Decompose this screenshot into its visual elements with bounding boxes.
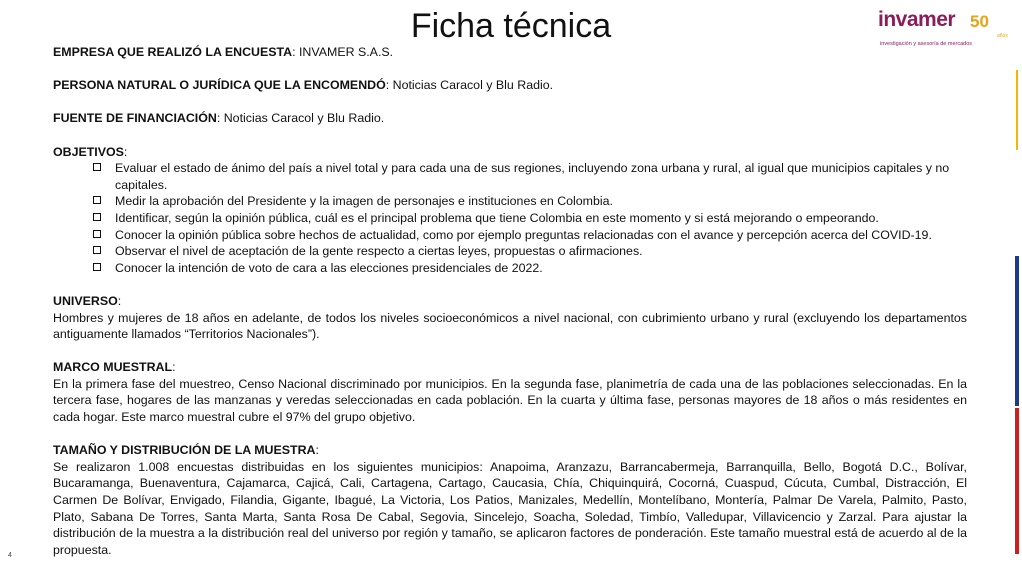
universo-text: Hombres y mujeres de 18 años en adelante, de todos los niveles socioeconómicos a nivel nacional, con cubrimiento urbano y rural (excluyendo los departamentos antiguamente llamados “Territorios Nacionales”). [53, 310, 967, 342]
list-item [115, 160, 967, 193]
checkbox-bullet-icon [93, 246, 101, 254]
persona-section [53, 77, 967, 94]
checkbox-bullet-icon [93, 263, 101, 271]
universo-section [53, 293, 967, 343]
marco-text: En la primera fase del muestreo, Censo Nacional discriminado por municipios. En la segunda fase, planimetría de cada una de las poblaciones seleccionadas. En la tercera fase, hogares de las manzanas y veredas seleccionadas en cada población. En la cuarta y última fase, personas mayores de 18 años o más residentes en cada hogar. Este marco muestral cubre el 97% del grupo objetivo. [53, 376, 967, 425]
side-bar-gold [1016, 70, 1018, 150]
checkbox-bullet-icon [93, 213, 101, 221]
checkbox-bullet-icon [93, 230, 101, 238]
logo-anos: años [997, 33, 1008, 39]
objetivos-section [53, 144, 967, 277]
universo-label: UNIVERSO [53, 293, 118, 308]
list-item [115, 193, 967, 210]
objetivo-text: Conocer la intención de voto de cara a las elecciones presidenciales de 2022. [115, 260, 543, 275]
side-bar-navy [1015, 256, 1019, 406]
empresa-label: EMPRESA QUE REALIZÓ LA ENCUESTA [53, 45, 293, 59]
page-number: 4 [8, 552, 12, 559]
tamano-colon: : [315, 443, 319, 458]
objetivos-label: OBJETIVOS [53, 144, 124, 159]
objetivo-text: Medir la aprobación del Presidente y la imagen de personajes e instituciones en Colombia. [115, 194, 613, 209]
objetivos-list [53, 160, 967, 276]
fuente-value: : Noticias Caracol y Blu Radio. [216, 111, 385, 126]
list-item [115, 227, 967, 244]
list-item [115, 243, 967, 260]
universo-colon: : [117, 293, 122, 308]
persona-label: PERSONA NATURAL O JURÍDICA QUE LA ENCOMENDÓ [53, 78, 386, 93]
ficha-content [53, 44, 967, 558]
marco-label: MARCO MUESTRAL [53, 360, 173, 375]
checkbox-bullet-icon [93, 163, 101, 171]
fuente-section [53, 110, 967, 127]
objetivo-text: Identificar, según la opinión pública, cuál es el principal problema que tiene Colombia en este momento y si está mejorando o empeorando. [115, 210, 879, 225]
objetivo-text: Evaluar el estado de ánimo del país a nivel total y para cada una de sus regiones, incluyendo zona urbana y rural, al igual que municipios capitales y no capitales. [115, 161, 950, 192]
objetivo-text: Observar el nivel de aceptación de la gente respecto a ciertas leyes, propuestas o afirmaciones. [115, 244, 643, 259]
page-title: Ficha técnica [410, 7, 612, 45]
marco-colon: : [172, 360, 176, 375]
logo-tagline: investigación y asesoría de mercados [880, 41, 973, 47]
objetivo-text: Conocer la opinión pública sobre hechos de actualidad, como por ejemplo preguntas relacionadas con el avance y percepción acerca del COVID-19. [115, 227, 932, 242]
objetivos-colon: : [123, 144, 128, 159]
logo-wordmark: invamer [878, 8, 956, 31]
persona-value: : Noticias Caracol y Blu Radio. [385, 78, 554, 93]
empresa-section [53, 44, 967, 61]
tamano-label: TAMAÑO Y DISTRIBUCIÓN DE LA MUESTRA [53, 443, 316, 458]
side-bar-red [1015, 408, 1019, 554]
empresa-value: : INVAMER S.A.S. [292, 45, 394, 59]
list-item [115, 210, 967, 227]
checkbox-bullet-icon [93, 196, 101, 204]
marco-section [53, 359, 967, 425]
logo-anniversary-number: 50 [970, 12, 989, 31]
tamano-text: Se realizaron 1.008 encuestas distribuidas en los siguientes municipios: Anapoima, Aranzazu, Barrancabermeja, Barranquilla, Bello, Bogotá D.C., Bolívar, Bucaramanga, Buenaventura, Cajamarca, Cajicá, Cali, Cartagena, Cartago, Caucasia, Chía, Chiquinquirá, Cocorná, Cuaspud, Cúcuta, Cumbal, Distracción, El Carmen De Bolívar, Envigado, Filandia, Gigante, Ibagué, La Victoria, Los Patios, Manizales, Medellín, Montelíbano, Montería, Palmar De Varela, Palmito, Pasto, Plato, Sabana De Torres, Santa Marta, Santa Rosa De Cabal, Segovia, Sincelejo, Soacha, Soledad, Timbío, Valledupar, Villavicencio y Zarzal. Para ajustar la distribución de la muestra a la distribución real del universo por región y tamaño, se aplicaron factores de ponderación. Este tamaño muestral está de acuerdo al de la propuesta. [53, 459, 967, 557]
list-item [115, 260, 967, 277]
fuente-label: FUENTE DE FINANCIACIÓN [53, 111, 217, 126]
tamano-section [53, 442, 967, 558]
